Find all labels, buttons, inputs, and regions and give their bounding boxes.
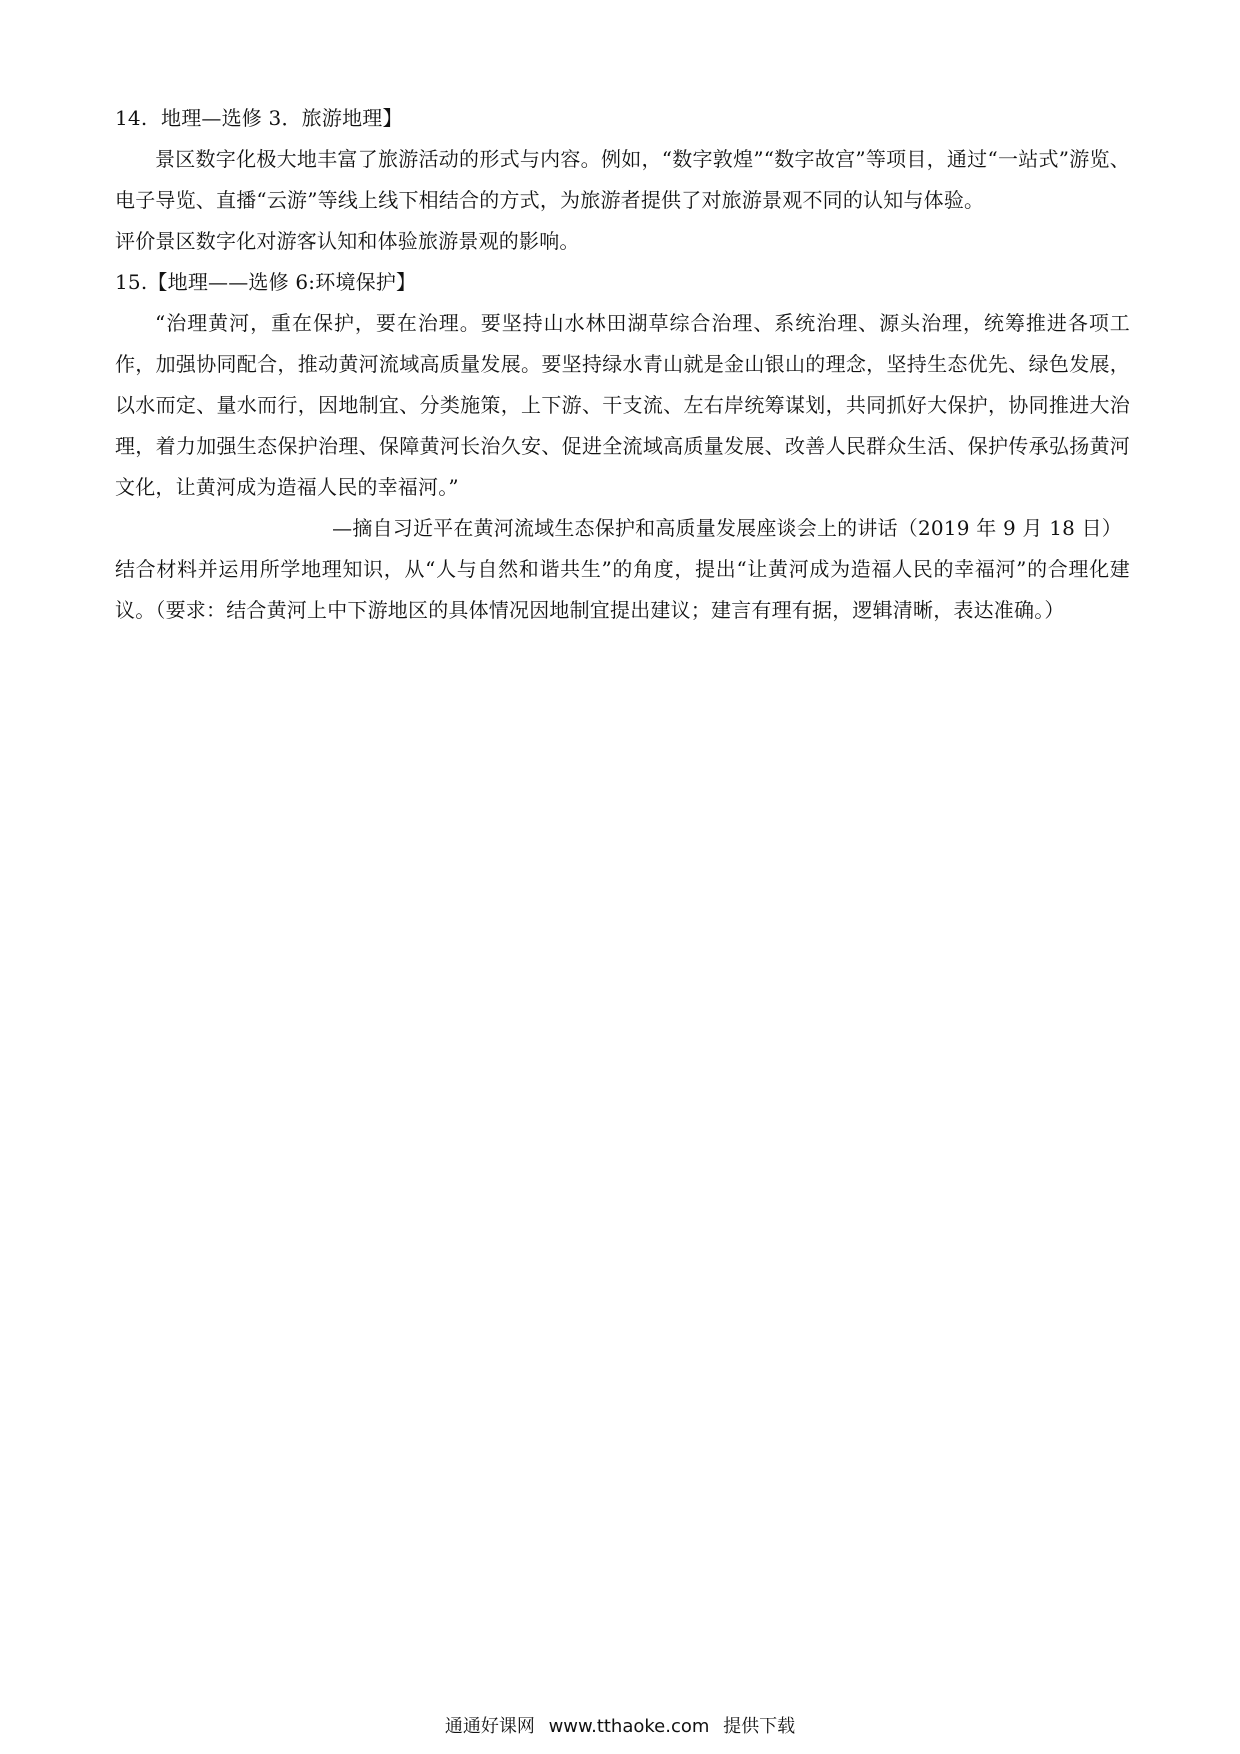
- question-14-heading: [115, 98, 1130, 139]
- page-footer: [0, 1712, 1240, 1738]
- question-15-quote: “治理黄河，重在保护，要在治理。要坚持山水林田湖草综合治理、系统治理、源头治理，统筹推进各项工作，加强协同配合，推动黄河流域高质量发展。要坚持绿水青山就是金山银山的理念，坚持生态优先、绿色发展，以水而定、量水而行，因地制宜、分类施策，上下游、干支流、左右岸统筹谋划，共同抓好大保护，协同推进大治理，着力加强生态保护治理、保障黄河长治久安、促进全流域高质量发展、改善人民群众生活、保护传承弘扬黄河文化，让黄河成为造福人民的幸福河。”: [115, 311, 1130, 499]
- question-14-title: 地理—选修 3．旅游地理】: [161, 106, 403, 130]
- question-15-heading: [115, 262, 1130, 303]
- question-15-quote-source: —摘自习近平在黄河流域生态保护和高质量发展座谈会上的讲话（2019 年 9 月 18 日）: [332, 516, 1122, 540]
- footer-url[interactable]: www.tthaoke.com: [548, 1716, 710, 1737]
- question-15-prompt: 结合材料并运用所学地理知识，从“人与自然和谐共生”的角度，提出“让黄河成为造福人民的幸福河”的合理化建议。（要求：结合黄河上中下游地区的具体情况因地制宜提出建议；建言有理有据，逻辑清晰，表达准确。）: [115, 557, 1130, 622]
- question-14-number: 14.: [115, 106, 148, 130]
- question-15-number: 15.: [115, 270, 148, 294]
- footer-site-name: 通通好课网: [444, 1716, 535, 1737]
- footer-note: 提供下载: [723, 1716, 796, 1737]
- question-15-title: 【地理——选修 6:环境保护】: [147, 270, 417, 294]
- document-content: [115, 98, 1130, 631]
- question-15: [115, 262, 1130, 631]
- question-14-material: 景区数字化极大地丰富了旅游活动的形式与内容。例如，“数字敦煌”“数字故宫”等项目，通过“一站式”游览、电子导览、直播“云游”等线上线下相结合的方式，为旅游者提供了对旅游景观不同的认知与体验。: [115, 147, 1130, 212]
- question-14: [115, 98, 1130, 262]
- question-14-prompt: 评价景区数字化对游客认知和体验旅游景观的影响。: [115, 229, 580, 253]
